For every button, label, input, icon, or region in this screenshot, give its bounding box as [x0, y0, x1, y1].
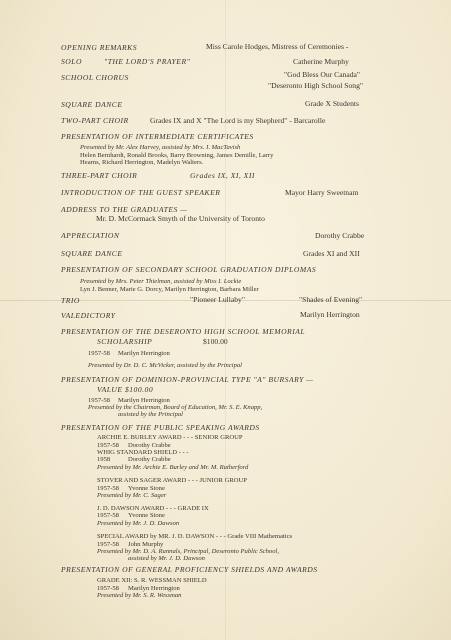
- item-song: "Shades of Evening": [299, 295, 363, 304]
- item-detail: Grades IX, XI, XII: [190, 171, 255, 180]
- item-label: TWO-PART CHOIR: [61, 116, 129, 125]
- item-label: PRESENTATION OF GENERAL PROFICIENCY SHIELDS AND AWARDS: [61, 565, 318, 574]
- award-year: 1957-58: [97, 512, 119, 519]
- award-year: 1957-58: [88, 397, 110, 404]
- award-year: 1957-58: [97, 541, 119, 548]
- award-title: WHIG STANDARD SHIELD - - -: [97, 449, 189, 456]
- item-label: SCHOOL CHORUS: [61, 73, 129, 82]
- item-label: ADDRESS TO THE GRADUATES —: [61, 205, 188, 214]
- award-title: ARCHIE E. BURLEY AWARD - - - SENIOR GROUP: [97, 434, 243, 441]
- award-winner: Yvonne Stone: [128, 512, 165, 519]
- item-label: THREE-PART CHOIR: [61, 171, 138, 180]
- presenter: Presented by Mr. S. R. Wessman: [97, 592, 182, 599]
- presenter: assisted by Mr. J. D. Dawson: [128, 555, 205, 562]
- item-performer: Dorothy Crabbe: [315, 231, 365, 240]
- item-label: OPENING REMARKS: [61, 43, 138, 52]
- item-label: PRESENTATION OF INTERMEDIATE CERTIFICATES: [61, 132, 254, 141]
- presenter: Presented by Mr. C. Sager: [97, 492, 167, 499]
- presenter: Presented by Mr. Archie E. Burley and Mr. M. Rutherford: [97, 464, 249, 471]
- recipients: Helen Bernhardt, Ronald Brooks, Barry Browning, James Demille, Larry: [80, 152, 274, 159]
- award-winner: Yvonne Stone: [128, 485, 165, 492]
- award-year: 1957-58: [97, 442, 119, 449]
- item-detail: Grades IX and X "The Lord is my Shepherd" - Barcarolle: [150, 116, 326, 125]
- item-song: "Deseronto High School Song": [268, 81, 363, 90]
- item-performer: Miss Carole Hodges, Mistress of Ceremonies -: [206, 42, 349, 51]
- presenter: Presented by the Chairman, Board of Education, Mr. S. E. Knapp,: [88, 404, 263, 411]
- item-performer: Grades XI and XII: [303, 249, 360, 258]
- item-song: "Pioneer Lullaby": [190, 295, 245, 304]
- award-winner: Marilyn Herrington: [118, 397, 170, 404]
- item-label: VALUE $100.00: [97, 385, 154, 394]
- item-label: PRESENTATION OF THE PUBLIC SPEAKING AWARDS: [61, 423, 260, 432]
- presenter: assisted by the Principal: [118, 411, 184, 418]
- award-year: 1957-58: [97, 585, 119, 592]
- item-label: SQUARE DANCE: [61, 249, 123, 258]
- item-label: INTRODUCTION OF THE GUEST SPEAKER: [61, 188, 221, 197]
- award-winner: John Murphy: [128, 541, 164, 548]
- item-song: "God Bless Our Canada": [284, 70, 361, 79]
- presenter: Presented by Dr. D. C. McVicker, assisted by the Principal: [88, 362, 243, 369]
- award-title: STOVER AND SAGER AWARD - - - JUNIOR GROUP: [97, 477, 247, 484]
- award-title: SPECIAL AWARD by MR. J. D. DAWSON - - - Grade VIII Mathematics: [97, 533, 293, 540]
- award-winner: Marilyn Herrington: [128, 585, 180, 592]
- item-performer: Grade X Students: [305, 99, 359, 108]
- item-label: SQUARE DANCE: [61, 100, 123, 109]
- item-label: SCHOLARSHIP: [97, 337, 153, 346]
- award-winner: Marilyn Herrington: [118, 350, 170, 357]
- award-winner: Dorothy Crabbe: [128, 456, 171, 463]
- item-label: PRESENTATION OF DOMINION-PROVINCIAL TYPE "A" BURSARY —: [61, 375, 314, 384]
- recipients: Hearns, Richard Herrington, Madelyn Walters.: [80, 159, 204, 166]
- item-label: SOLO: [61, 57, 82, 66]
- award-year: 1957-58: [97, 485, 119, 492]
- item-label: PRESENTATION OF SECONDARY SCHOOL GRADUATION DIPLOMAS: [61, 265, 317, 274]
- award-year: 1957-58: [88, 350, 110, 357]
- item-speaker: Mr. D. McCormack Smyth of the University of Toronto: [96, 214, 265, 223]
- award-winner: Dorothy Crabbe: [128, 442, 171, 449]
- presenter: Presented by Mr. D. A. Runnals, Principal, Deseronto Public School,: [97, 548, 279, 555]
- presenter: Presented by Mr. J. D. Dawson: [97, 520, 180, 527]
- award-title: GRADE XII: S. R. WESSMAN SHIELD: [97, 577, 207, 584]
- presenter: Presented by Mr. Alex Harvey, assisted by Mrs. I. MacTavish: [80, 144, 241, 151]
- item-performer: Mayor Harry Sweetnam: [285, 188, 359, 197]
- award-amount: $100.00: [203, 337, 228, 346]
- item-label: PRESENTATION OF THE DESERONTO HIGH SCHOOL MEMORIAL: [61, 327, 306, 336]
- item-performer: Marilyn Herrington: [300, 310, 360, 319]
- award-year: 1958: [97, 456, 111, 463]
- item-label: VALEDICTORY: [61, 311, 116, 320]
- recipients: Lyn J. Benner, Marie G. Dorcy, Marilyn Herrington, Barbara Miller: [80, 286, 259, 293]
- paper-crease: [225, 0, 226, 640]
- item-label: TRIO: [61, 296, 80, 305]
- item-performer: Catherine Murphy: [293, 57, 349, 66]
- item-label: APPRECIATION: [61, 231, 120, 240]
- item-title: "THE LORD'S PRAYER": [104, 57, 191, 66]
- award-title: J. D. DAWSON AWARD - - - GRADE IX: [97, 505, 209, 512]
- presenter: Presented by Mrs. Peter Thielman, assisted by Miss I. Lockie: [80, 278, 242, 285]
